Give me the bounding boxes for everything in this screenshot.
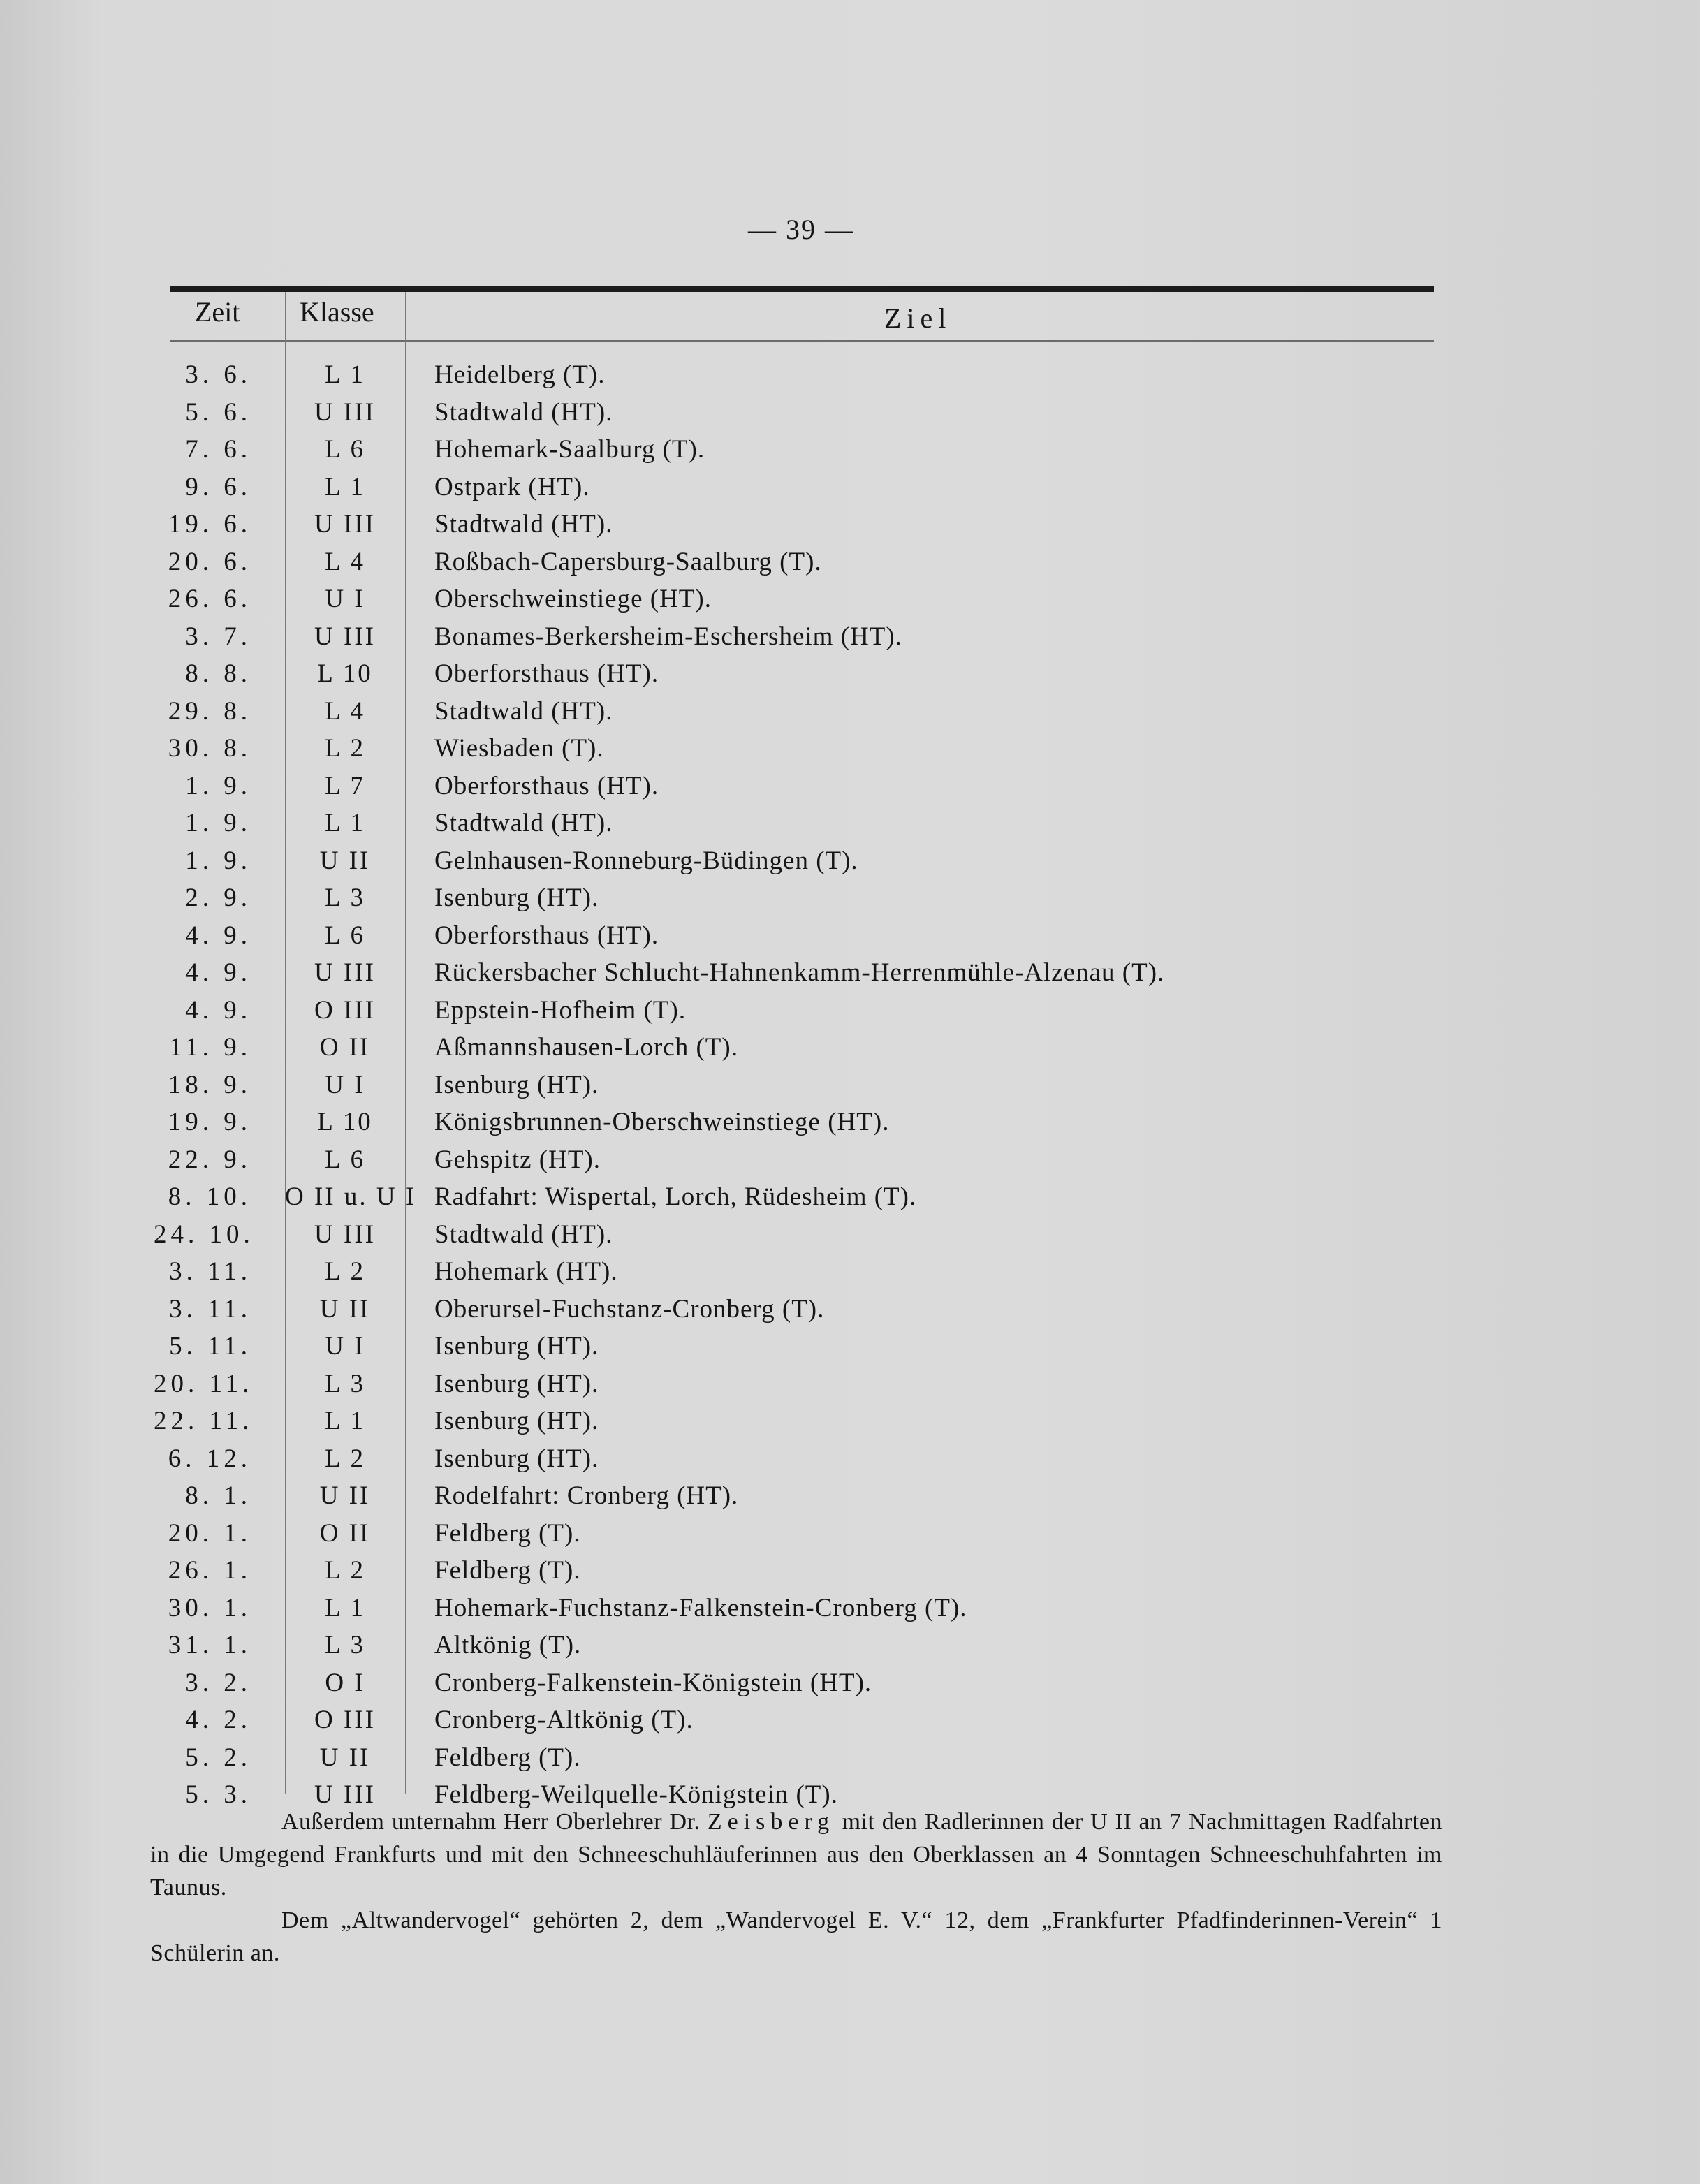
table-row xyxy=(0,618,1700,656)
table-row xyxy=(0,1067,1700,1104)
footnote-text-1a: Außerdem unternahm Herr Oberlehrer Dr. xyxy=(281,1809,701,1835)
row-ziel: Stadtwald (HT). xyxy=(434,809,613,837)
table-row xyxy=(0,805,1700,842)
row-ziel: Oberursel-Fuchstanz-Cronberg (T). xyxy=(434,1294,825,1324)
row-klasse: L 1 xyxy=(325,1593,365,1622)
table-row xyxy=(0,768,1700,805)
row-klasse: L 1 xyxy=(325,360,365,389)
row-date: 4. 2. xyxy=(185,1706,251,1734)
row-klasse: O III xyxy=(314,1706,376,1734)
row-ziel: Isenburg (HT). xyxy=(434,1070,599,1099)
row-ziel: Feldberg-Weilquelle-Königstein (T). xyxy=(434,1780,838,1809)
table-row xyxy=(0,730,1700,768)
row-ziel: Gelnhausen-Ronneburg-Büdingen (T). xyxy=(434,846,858,875)
row-ziel: Isenburg (HT). xyxy=(434,1332,599,1361)
table-row xyxy=(0,1216,1700,1254)
row-ziel: Königsbrunnen-Oberschweinstiege (HT). xyxy=(434,1108,890,1136)
row-date: 18. 9. xyxy=(168,1070,251,1099)
row-date: 4. 9. xyxy=(185,995,251,1025)
table-row xyxy=(0,1739,1700,1777)
row-klasse: L 2 xyxy=(325,734,365,763)
row-ziel: Isenburg (HT). xyxy=(434,1444,599,1473)
row-klasse: U III xyxy=(314,510,376,538)
row-ziel: Oberforsthaus (HT). xyxy=(434,921,659,950)
row-ziel: Hohemark (HT). xyxy=(434,1257,618,1286)
row-date: 31. 1. xyxy=(168,1631,251,1659)
table-row xyxy=(0,506,1700,543)
table-row xyxy=(0,1178,1700,1216)
row-ziel: Radfahrt: Wispertal, Lorch, Rüdesheim (T). xyxy=(434,1182,917,1211)
row-date: 6. 12. xyxy=(168,1444,251,1473)
table-row xyxy=(0,1365,1700,1403)
row-ziel: Rodelfahrt: Cronberg (HT). xyxy=(434,1481,739,1510)
row-ziel: Cronberg-Falkenstein-Königstein (HT). xyxy=(434,1668,872,1697)
table-row xyxy=(0,917,1700,955)
row-klasse: L 7 xyxy=(325,771,365,800)
row-klasse: U II xyxy=(319,1294,371,1324)
row-ziel: Rückersbacher Schlucht-Hahnenkamm-Herrenmühle-Alzenau (T). xyxy=(434,958,1165,987)
table-row xyxy=(0,1477,1700,1515)
row-ziel: Aßmannshausen-Lorch (T). xyxy=(434,1033,738,1062)
row-ziel: Hohemark-Fuchstanz-Falkenstein-Cronberg (T). xyxy=(434,1593,967,1622)
table-row xyxy=(0,693,1700,731)
row-klasse: L 10 xyxy=(317,1108,373,1136)
excursion-table xyxy=(0,356,1700,1814)
table-row xyxy=(0,394,1700,432)
table-row xyxy=(0,1253,1700,1291)
row-date: 20. 1. xyxy=(168,1518,251,1548)
row-ziel: Stadtwald (HT). xyxy=(434,1219,613,1249)
table-row xyxy=(0,1291,1700,1328)
table-header xyxy=(170,293,1434,339)
row-klasse: L 10 xyxy=(317,659,373,688)
row-date: 1. 9. xyxy=(185,771,251,800)
row-date: 8. 8. xyxy=(185,659,251,688)
table-row xyxy=(0,1627,1700,1664)
row-ziel: Oberforsthaus (HT). xyxy=(434,659,659,688)
row-klasse: L 1 xyxy=(325,472,365,501)
row-date: 5. 2. xyxy=(185,1743,251,1772)
row-ziel: Ostpark (HT). xyxy=(434,472,590,501)
row-ziel: Roßbach-Capersburg-Saalburg (T). xyxy=(434,547,822,576)
row-klasse: O I xyxy=(325,1668,365,1697)
row-ziel: Hohemark-Saalburg (T). xyxy=(434,435,705,464)
row-klasse: L 6 xyxy=(325,435,365,464)
header-zeit: Zeit xyxy=(195,296,240,328)
row-ziel: Wiesbaden (T). xyxy=(434,734,604,763)
row-date: 7. 6. xyxy=(185,435,251,464)
row-klasse: O II xyxy=(319,1518,371,1548)
row-date: 30. 1. xyxy=(168,1593,251,1622)
row-klasse: U III xyxy=(314,958,376,987)
row-klasse: L 4 xyxy=(325,696,365,726)
row-date: 9. 6. xyxy=(185,472,251,501)
row-date: 2. 9. xyxy=(185,884,251,912)
row-klasse: U III xyxy=(314,622,376,651)
table-row xyxy=(0,1515,1700,1553)
row-klasse: U I xyxy=(325,1070,365,1099)
row-date: 22. 11. xyxy=(154,1407,254,1435)
row-klasse: L 6 xyxy=(325,1145,365,1174)
table-row xyxy=(0,842,1700,880)
row-klasse: U I xyxy=(325,585,365,613)
header-bottom-rule xyxy=(170,340,1434,342)
table-row xyxy=(0,469,1700,506)
table-row xyxy=(0,543,1700,581)
row-date: 26. 6. xyxy=(168,585,251,613)
footnote-paragraph-1 xyxy=(150,1805,1442,1904)
table-row xyxy=(0,580,1700,618)
row-date: 8. 1. xyxy=(185,1481,251,1510)
row-date: 19. 9. xyxy=(168,1108,251,1136)
row-klasse: L 2 xyxy=(325,1556,365,1585)
row-klasse: L 1 xyxy=(325,1407,365,1435)
table-row xyxy=(0,954,1700,992)
row-date: 29. 8. xyxy=(168,696,251,726)
row-date: 1. 9. xyxy=(185,809,251,837)
row-klasse: U II xyxy=(319,846,371,875)
row-ziel: Feldberg (T). xyxy=(434,1556,581,1585)
row-ziel: Stadtwald (HT). xyxy=(434,510,613,538)
row-ziel: Feldberg (T). xyxy=(434,1518,581,1548)
row-klasse: L 6 xyxy=(325,921,365,950)
row-date: 19. 6. xyxy=(168,510,251,538)
footnote-teacher-name: Zeisberg xyxy=(707,1809,835,1835)
table-row xyxy=(0,1029,1700,1067)
row-klasse: L 3 xyxy=(325,884,365,912)
table-row xyxy=(0,1440,1700,1478)
header-klasse: Klasse xyxy=(300,296,374,328)
row-date: 4. 9. xyxy=(185,958,251,987)
row-date: 20. 11. xyxy=(154,1369,254,1398)
table-row xyxy=(0,1590,1700,1627)
row-date: 11. 9. xyxy=(169,1033,251,1062)
row-ziel: Stadtwald (HT). xyxy=(434,696,613,726)
row-date: 3. 6. xyxy=(185,360,251,389)
table-row xyxy=(0,356,1700,394)
row-ziel: Eppstein-Hofheim (T). xyxy=(434,995,687,1025)
row-klasse: L 2 xyxy=(325,1444,365,1473)
row-ziel: Oberschweinstiege (HT). xyxy=(434,585,712,613)
table-row xyxy=(0,1664,1700,1702)
row-date: 3. 11. xyxy=(169,1294,251,1324)
table-row xyxy=(0,431,1700,469)
table-row xyxy=(0,1552,1700,1590)
row-klasse: U I xyxy=(325,1332,365,1361)
row-date: 8. 10. xyxy=(168,1182,251,1211)
row-ziel: Heidelberg (T). xyxy=(434,360,606,389)
row-date: 3. 2. xyxy=(185,1668,251,1697)
row-klasse: L 1 xyxy=(325,809,365,837)
row-klasse: L 2 xyxy=(325,1257,365,1286)
table-row xyxy=(0,1701,1700,1739)
row-klasse: O II xyxy=(319,1033,371,1062)
row-klasse: O III xyxy=(314,995,376,1025)
row-ziel: Cronberg-Altkönig (T). xyxy=(434,1706,694,1734)
table-row xyxy=(0,1328,1700,1365)
row-ziel: Altkönig (T). xyxy=(434,1631,582,1659)
row-date: 5. 3. xyxy=(185,1780,251,1809)
footnote-paragraph-2: Dem „Altwandervogel“ gehörten 2, dem „Wandervogel E. V.“ 12, dem „Frankfurter Pfadfinderinnen-Verein“ 1 Schülerin an. xyxy=(150,1907,1442,1966)
header-ziel: Ziel xyxy=(884,302,952,334)
row-ziel: Isenburg (HT). xyxy=(434,1369,599,1398)
page-number: — 39 — xyxy=(748,214,854,245)
row-date: 24. 10. xyxy=(154,1219,254,1249)
row-date: 3. 7. xyxy=(185,622,251,651)
row-date: 22. 9. xyxy=(168,1145,251,1174)
row-date: 5. 11. xyxy=(169,1332,251,1361)
row-ziel: Bonames-Berkersheim-Eschersheim (HT). xyxy=(434,622,902,651)
row-date: 20. 6. xyxy=(168,547,251,576)
row-ziel: Gehspitz (HT). xyxy=(434,1145,601,1174)
row-date: 3. 11. xyxy=(169,1257,251,1286)
row-date: 4. 9. xyxy=(185,921,251,950)
row-klasse: U III xyxy=(314,1219,376,1249)
row-date: 26. 1. xyxy=(168,1556,251,1585)
table-row xyxy=(0,992,1700,1029)
row-klasse: O II u. U I xyxy=(285,1182,417,1211)
row-date: 30. 8. xyxy=(168,734,251,763)
footnote xyxy=(150,1805,1442,1970)
table-row xyxy=(0,1402,1700,1440)
table-row xyxy=(0,879,1700,917)
row-klasse: U III xyxy=(314,1780,376,1809)
row-ziel: Isenburg (HT). xyxy=(434,884,599,912)
row-ziel: Stadtwald (HT). xyxy=(434,397,613,427)
table-row xyxy=(0,1141,1700,1179)
row-klasse: U II xyxy=(319,1743,371,1772)
row-klasse: L 3 xyxy=(325,1369,365,1398)
row-klasse: U II xyxy=(319,1481,371,1510)
row-klasse: L 3 xyxy=(325,1631,365,1659)
table-row xyxy=(0,655,1700,693)
row-ziel: Feldberg (T). xyxy=(434,1743,581,1772)
row-ziel: Oberforsthaus (HT). xyxy=(434,771,659,800)
row-klasse: U III xyxy=(314,397,376,427)
row-date: 5. 6. xyxy=(185,397,251,427)
row-ziel: Isenburg (HT). xyxy=(434,1407,599,1435)
row-date: 1. 9. xyxy=(185,846,251,875)
table-row xyxy=(0,1104,1700,1141)
row-klasse: L 4 xyxy=(325,547,365,576)
footnote-text-1b: mit den Radlerinnen der U II an 7 Nachmittagen Radfahrten in die Umgegend Frankfurts und mit den Schneeschuhläuferinnen aus den Oberklassen an 4 Sonntagen Schneeschuhfahrten im Taunus. xyxy=(150,1809,1443,1900)
table-top-rule xyxy=(170,286,1434,292)
